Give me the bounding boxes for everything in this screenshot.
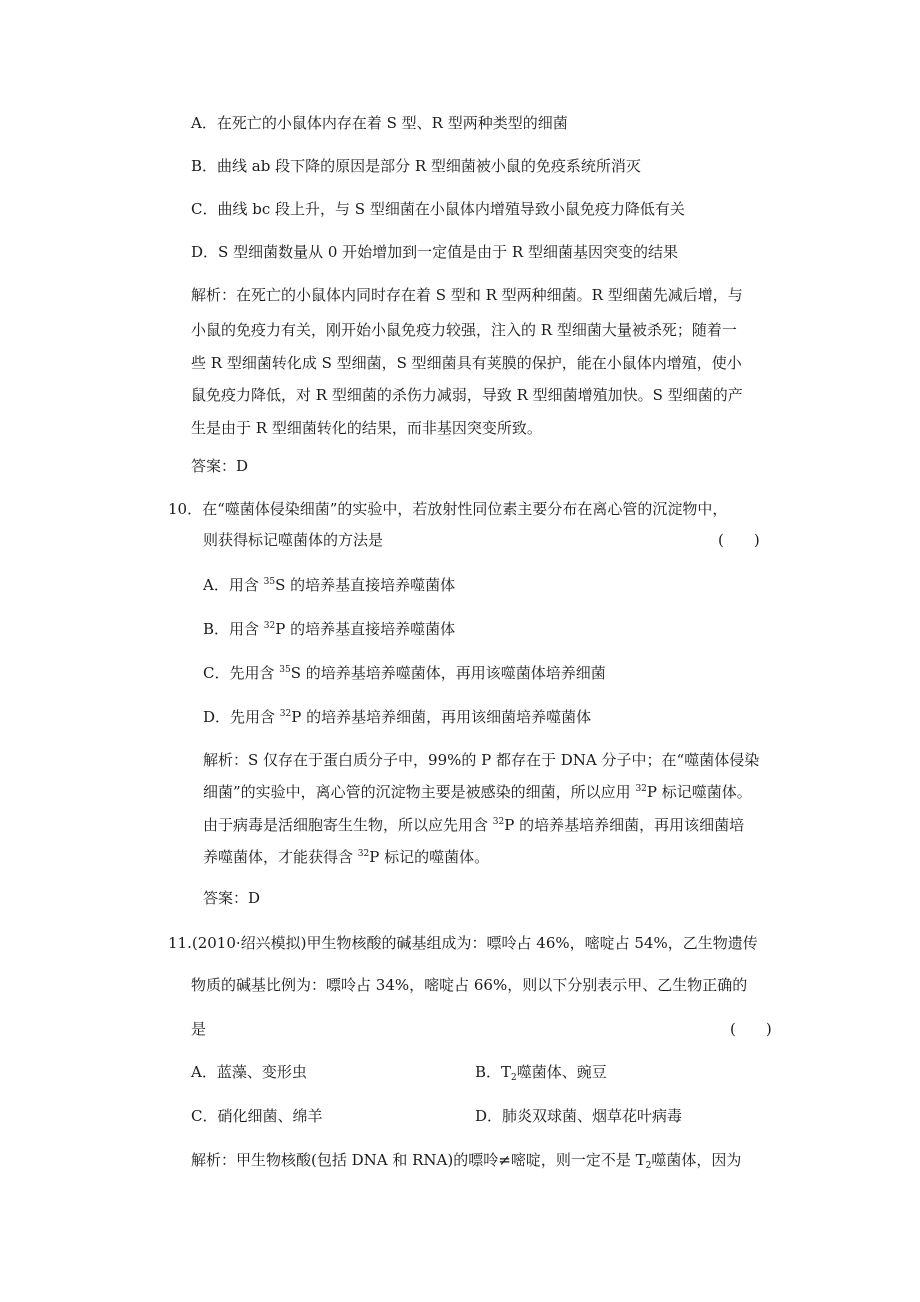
q11-option-d: D．肺炎双球菌、烟草花叶病毒 [475, 1107, 683, 1125]
q10-stem-line: 10．在“噬菌体侵染细菌”的实验中，若放射性同位素主要分布在离心管的沉淀物中， [168, 500, 728, 518]
q9-analysis-line: 鼠免疫力降低，对 R 型细菌的杀伤力减弱，导致 R 型细菌增殖加快。S 型细菌的产 [191, 386, 743, 404]
q10-analysis-line: 由于病毒是活细胞寄生生物，所以应先用含 $^{32}$P 的培养基培养细菌，再用该细菌培 [203, 816, 745, 834]
q11-stem-line: 物质的碱基比例为：嘌呤占 34%，嘧啶占 66%，则以下分别表示甲、乙生物正确的 [191, 976, 748, 994]
q9-answer: 答案：D [191, 457, 249, 475]
q10-stem-line: 则获得标记噬菌体的方法是 [203, 531, 384, 549]
q9-analysis-line: 些 R 型细菌转化成 S 型细菌，S 型细菌具有荚膜的保护，能在小鼠体内增殖，使小 [191, 354, 742, 372]
q9-option-d: D．S 型细菌数量从 0 开始增加到一定值是由于 R 型细菌基因突变的结果 [191, 243, 678, 261]
q10-option-b: B．用含 $^{32}$P 的培养基直接培养噬菌体 [203, 620, 456, 638]
q9-option-b: B．曲线 ab 段下降的原因是部分 R 型细菌被小鼠的免疫系统所消灭 [191, 157, 641, 175]
q10-answer-bracket: ( ) [718, 531, 760, 549]
q10-option-a: A．用含 $^{35}$S 的培养基直接培养噬菌体 [203, 576, 456, 594]
q10-option-d: D．先用含 $^{32}$P 的培养基培养细菌，再用该细菌培养噬菌体 [203, 708, 592, 726]
q10-analysis-line: 解析：S 仅存在于蛋白质分子中，99%的 P 都存在于 DNA 分子中；在“噬菌体侵染 [203, 751, 760, 769]
q11-answer-bracket: ( ) [730, 1020, 772, 1038]
q10-analysis-line: 细菌”的实验中，离心管的沉淀物主要是被感染的细菌，所以应用 $^{32}$P 标记噬菌体。 [203, 783, 752, 801]
q10-option-c: C．先用含 $^{35}$S 的培养基培养噬菌体，再用该噬菌体培养细菌 [203, 664, 606, 682]
q11-stem-line: 是 [191, 1020, 207, 1038]
q11-option-b: B．$T_2$噬菌体、豌豆 [475, 1063, 607, 1083]
q10-analysis-line: 养噬菌体，才能获得含 $^{32}$P 标记的噬菌体。 [203, 848, 490, 866]
q9-option-a: A．在死亡的小鼠体内存在着 S 型、R 型两种类型的细菌 [191, 114, 568, 132]
q10-answer: 答案：D [203, 889, 261, 907]
q11-stem-line: 11.(2010·绍兴模拟)甲生物核酸的碱基组成为：嘌呤占 46%，嘧啶占 54%，乙生物遗传 [168, 934, 758, 952]
q9-analysis-line: 生是由于 R 型细菌转化的结果，而非基因突变所致。 [191, 419, 542, 437]
q11-option-c: C．硝化细菌、绵羊 [191, 1107, 323, 1125]
q9-option-c: C．曲线 bc 段上升，与 S 型细菌在小鼠体内增殖导致小鼠免疫力降低有关 [191, 200, 685, 218]
q9-analysis-line: 解析：在死亡的小鼠体内同时存在着 S 型和 R 型两种细菌。R 型细菌先减后增，与 [191, 286, 743, 304]
q9-analysis-line: 小鼠的免疫力有关，刚开始小鼠免疫力较强，注入的 R 型细菌大量被杀死；随着一 [191, 321, 737, 339]
q11-analysis-line: 解析：甲生物核酸(包括 DNA 和 RNA)的嘌呤≠嘧啶，则一定不是 $T_2$噬菌体，因为 [191, 1151, 742, 1171]
q11-option-a: A．蓝藻、变形虫 [191, 1063, 307, 1081]
